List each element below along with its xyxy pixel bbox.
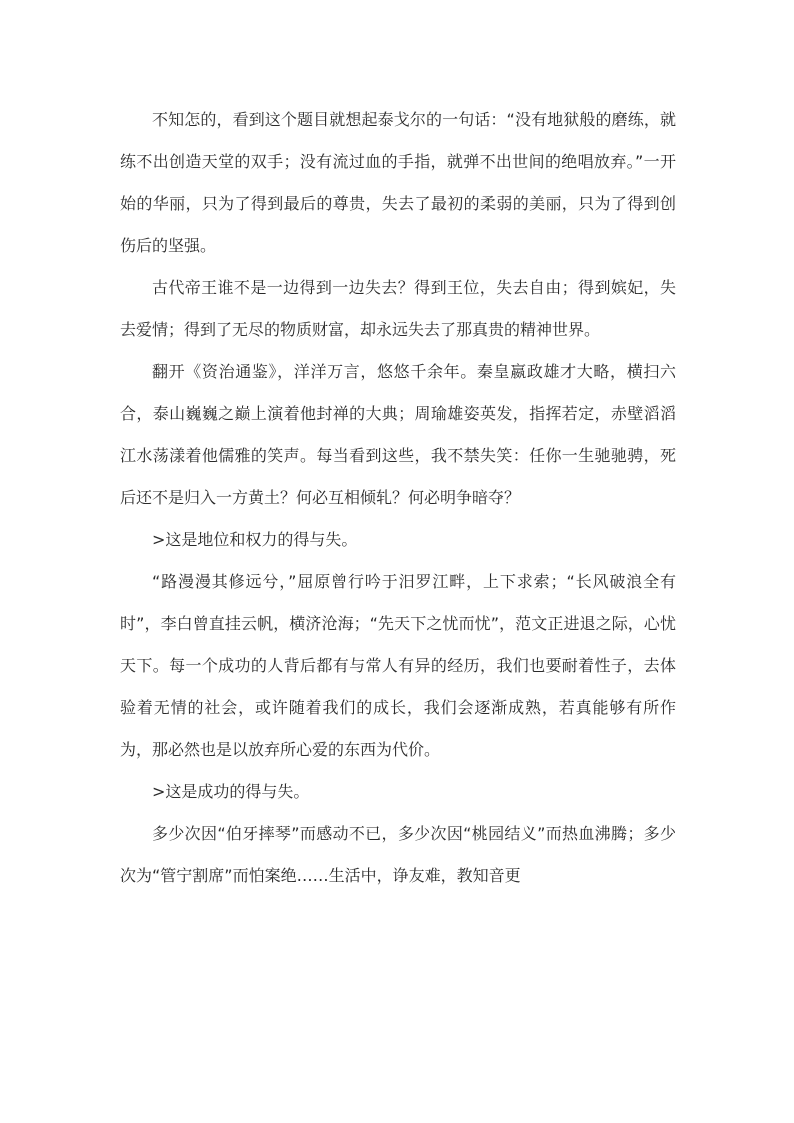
paragraph-zizhi-tongjian: 翻开《资治通鉴》，洋洋万言，悠悠千余年。秦皇嬴政雄才大略，横扫六合，泰山巍巍之巅上演着他封禅的大典；周瑜雄姿英发，指挥若定，赤壁滔滔江水荡漾着他儒雅的笑声。每当看到这些，我不禁失笑：任你一生驰驰骋，死后还不是归入一方黄土？何必互相倾轧？何必明争暗夺？ bbox=[120, 362, 676, 507]
paragraph-success-examples: “路漫漫其修远兮，”屈原曾行吟于汨罗江畔，上下求索；“长风破浪全有时”，李白曾直挂云帆，横济沧海；“先天下之忧而忧”，范文正进退之际，心忧天下。每一个成功的人背后都有与常人有异的经历，我们也要耐着性子，去体验着无情的社会，或许随着我们的成长，我们会逐渐成熟，若真能够有所作为，那必然也是以放弃所心爱的东西为代价。 bbox=[120, 572, 676, 759]
paragraph-success-summary: >这是成功的得与失。 bbox=[152, 782, 310, 801]
paragraph-status-power-summary: >这是地位和权力的得与失。 bbox=[152, 530, 358, 549]
document-body bbox=[120, 99, 676, 897]
paragraph-emperors: 古代帝王谁不是一边得到一边失去？得到王位，失去自由；得到嫔妃，失去爱情；得到了无尽的物质财富，却永远失去了那真贵的精神世界。 bbox=[120, 278, 676, 339]
paragraph-friendship: 多少次因“伯牙摔琴”而感动不已，多少次因“桃园结义”而热血沸腾；多少次为“管宁割席”而怕案绝……生活中，诤友难，教知音更 bbox=[120, 824, 676, 885]
paragraph-tagore-quote: 不知怎的，看到这个题目就想起泰戈尔的一句话：“没有地狱般的磨练，就练不出创造天堂的双手；没有流过血的手指，就弹不出世间的绝唱放弃。”一开始的华丽，只为了得到最后的尊贵，失去了最初的柔弱的美丽，只为了得到创伤后的坚强。 bbox=[120, 110, 676, 255]
